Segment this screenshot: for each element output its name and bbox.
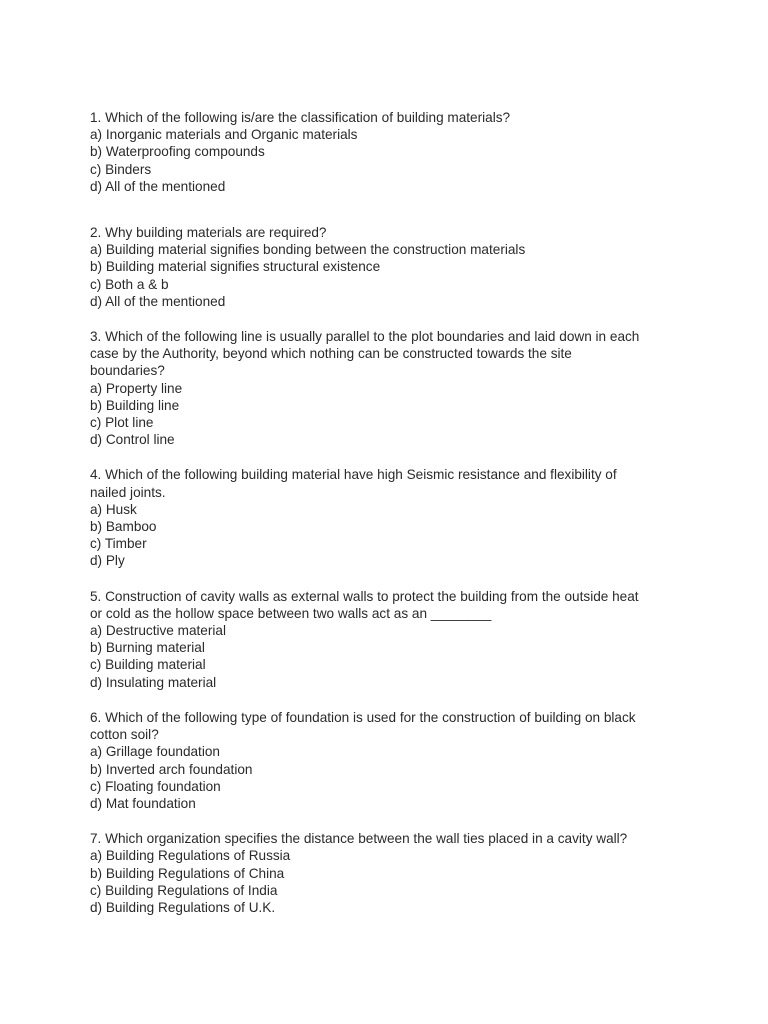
option-c: c) Building Regulations of India — [90, 882, 278, 898]
question-text-line-2: case by the Authority, beyond which nothing can be constructed towards the site — [90, 346, 572, 362]
quiz-document — [90, 109, 680, 916]
option-a: a) Inorganic materials and Organic materials — [90, 127, 358, 143]
question-6 — [90, 709, 680, 812]
option-a: a) Grillage foundation — [90, 744, 220, 760]
option-b: b) Building material signifies structural existence — [90, 259, 381, 275]
option-a: a) Building Regulations of Russia — [90, 848, 291, 864]
option-b: b) Bamboo — [90, 519, 157, 535]
question-3 — [90, 328, 680, 448]
question-text-line-1: 5. Construction of cavity walls as external walls to protect the building from the outside heat — [90, 588, 639, 604]
question-text: 2. Why building materials are required? — [90, 225, 327, 241]
option-c: c) Floating foundation — [90, 778, 221, 794]
option-d: d) Ply — [90, 553, 125, 569]
question-text-line-3: boundaries? — [90, 363, 165, 379]
option-c: c) Timber — [90, 536, 147, 552]
question-7 — [90, 830, 680, 916]
question-text-line-2: cotton soil? — [90, 727, 159, 743]
question-1 — [90, 109, 680, 195]
option-b: b) Burning material — [90, 640, 205, 656]
question-text-line-2: nailed joints. — [90, 484, 166, 500]
option-c: c) Building material — [90, 657, 206, 673]
option-d: d) Building Regulations of U.K. — [90, 899, 276, 915]
option-d: d) All of the mentioned — [90, 178, 226, 194]
option-a: a) Property line — [90, 380, 183, 396]
option-d: d) Control line — [90, 432, 175, 448]
option-c: c) Binders — [90, 161, 152, 177]
question-text: 1. Which of the following is/are the classification of building materials? — [90, 110, 511, 125]
option-a: a) Building material signifies bonding between the construction materials — [90, 242, 526, 258]
question-text-line-2: or cold as the hollow space between two walls act as an ________ — [90, 605, 492, 621]
option-d: d) All of the mentioned — [90, 293, 226, 309]
option-d: d) Insulating material — [90, 674, 217, 690]
option-a: a) Destructive material — [90, 623, 226, 639]
question-5 — [90, 588, 680, 691]
option-b: b) Building Regulations of China — [90, 865, 285, 881]
option-a: a) Husk — [90, 501, 137, 517]
question-4 — [90, 466, 680, 569]
option-c: c) Plot line — [90, 415, 154, 431]
question-text: 7. Which organization specifies the distance between the wall ties placed in a cavity wall? — [90, 831, 628, 847]
option-b: b) Inverted arch foundation — [90, 761, 253, 777]
question-text-line-1: 6. Which of the following type of foundation is used for the construction of building on black — [90, 709, 636, 725]
option-d: d) Mat foundation — [90, 795, 196, 811]
question-2 — [90, 224, 680, 310]
option-b: b) Waterproofing compounds — [90, 144, 265, 160]
question-text-line-1: 3. Which of the following line is usually parallel to the plot boundaries and laid down in each — [90, 329, 640, 345]
option-b: b) Building line — [90, 397, 180, 413]
option-c: c) Both a & b — [90, 276, 169, 292]
question-text-line-1: 4. Which of the following building material have high Seismic resistance and flexibility of — [90, 467, 617, 483]
